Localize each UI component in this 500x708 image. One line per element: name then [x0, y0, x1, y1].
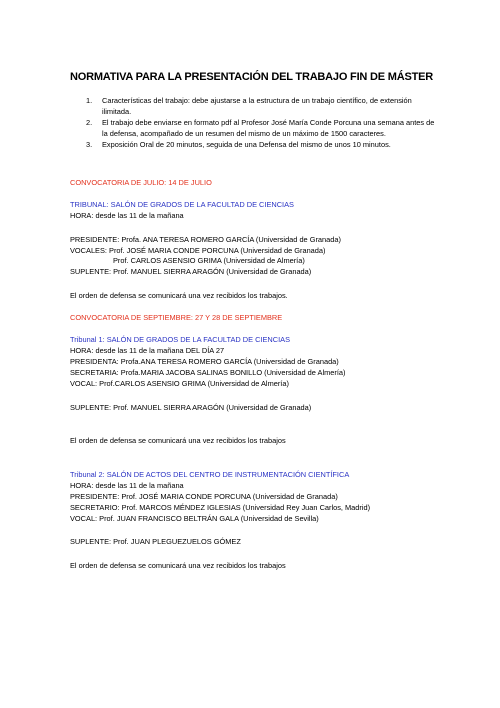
rule-text: Características del trabajo: debe ajustarse a la estructura de un trabajo científico, de extensión ilimitada.: [102, 96, 412, 116]
september-t1-presidenta: PRESIDENTA: Profa.ANA TERESA ROMERO GARCÍA (Universidad de Granada): [70, 357, 339, 366]
july-tribunal: TRIBUNAL: SALÓN DE GRADOS DE LA FACULTAD DE CIENCIAS: [70, 200, 294, 209]
september-t1-secretaria: SECRETARIA: Profa.MARIA JACOBA SALINAS BONILLO (Universidad de Almería): [70, 368, 346, 377]
rule-text: Exposición Oral de 20 minutos, seguida de una Defensa del mismo de unos 10 minutos.: [102, 140, 391, 150]
september-heading: CONVOCATORIA DE SEPTIEMBRE: 27 Y 28 DE SEPTIEMBRE: [70, 313, 283, 322]
rule-number: 3.: [86, 140, 93, 150]
september-t1-orden: El orden de defensa se comunicará una vez recibidos los trabajos: [70, 436, 286, 445]
september-t2-orden: El orden de defensa se comunicará una vez recibidos los trabajos: [70, 561, 286, 570]
september-t1-vocal: VOCAL: Prof.CARLOS ASENSIO GRIMA (Universidad de Almería): [70, 379, 289, 388]
rule-item: [70, 118, 436, 139]
rules-list: [70, 96, 436, 152]
rule-text: El trabajo debe enviarse en formato pdf al Profesor José María Conde Porcuna una semana antes de la defensa, acompañado de un resumen del mismo de un máximo de 1500 caracteres.: [102, 118, 435, 138]
rule-item: [70, 96, 436, 117]
rule-item: [70, 140, 436, 151]
july-hora: HORA: desde las 11 de la mañana: [70, 211, 184, 220]
september-t1-suplente: SUPLENTE: Prof. MANUEL SIERRA ARAGÓN (Universidad de Granada): [70, 403, 312, 412]
september-t1-hora: HORA: desde las 11 de la mañana DEL DÍA 27: [70, 346, 225, 355]
september-t2-suplente: SUPLENTE: Prof. JUAN PLEGUEZUELOS GÓMEZ: [70, 537, 241, 546]
september-t1-tribunal: Tribunal 1: SALÓN DE GRADOS DE LA FACULTAD DE CIENCIAS: [70, 335, 290, 344]
rule-number: 2.: [86, 118, 93, 128]
september-t2-presidente: PRESIDENTE: Prof. JOSÉ MARIA CONDE PORCUNA (Universidad de Granada): [70, 492, 338, 501]
september-t2-hora: HORA: desde las 11 de la mañana: [70, 481, 184, 490]
july-suplente: SUPLENTE: Prof. MANUEL SIERRA ARAGÓN (Universidad de Granada): [70, 267, 312, 276]
rule-number: 1.: [86, 96, 93, 105]
july-vocales-2: Prof. CARLOS ASENSIO GRIMA (Universidad de Almería): [113, 256, 305, 265]
july-presidente: PRESIDENTE: Profa. ANA TERESA ROMERO GARCÍA (Universidad de Granada): [70, 235, 341, 244]
page-title: NORMATIVA PARA LA PRESENTACIÓN DEL TRABAJO FIN DE MÁSTER: [70, 71, 434, 83]
july-vocales: VOCALES: Prof. JOSÉ MARIA CONDE PORCUNA (Universidad de Granada): [70, 246, 326, 255]
july-heading: CONVOCATORIA DE JULIO: 14 DE JULIO: [70, 178, 212, 187]
september-t2-vocal: VOCAL: Prof. JUAN FRANCISCO BELTRÁN GALA (Universidad de Sevilla): [70, 514, 319, 523]
july-orden: El orden de defensa se comunicará una vez recibidos los trabajos.: [70, 291, 288, 300]
september-t2-tribunal: Tribunal 2: SALÓN DE ACTOS DEL CENTRO DE INSTRUMENTACIÓN CIENTÍFICA: [70, 470, 350, 479]
september-t2-secretario: SECRETARIO: Prof. MARCOS MÉNDEZ IGLESIAS (Universidad Rey Juan Carlos, Madrid): [70, 503, 371, 512]
